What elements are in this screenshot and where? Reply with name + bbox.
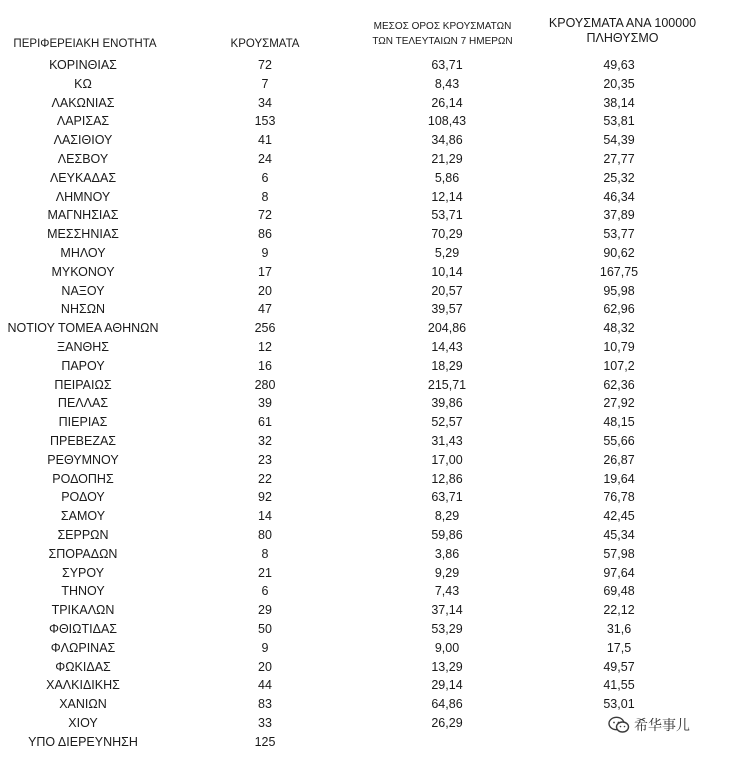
cell-cases: 80 (258, 527, 272, 542)
table-row (0, 263, 729, 282)
cell-seven-day-average: 20,57 (431, 283, 463, 298)
cell-cases: 125 (254, 734, 276, 749)
table-body (0, 56, 729, 751)
cell-seven-day-average: 63,71 (431, 490, 463, 505)
cell-region: ΣΥΡΟΥ (61, 565, 105, 580)
cell-cases: 12 (258, 339, 272, 354)
cell-cases: 8 (261, 189, 269, 204)
cell-cases: 6 (261, 584, 269, 599)
cell-cases-per-100000: 53,81 (603, 114, 635, 129)
cell-cases: 86 (258, 227, 272, 242)
cell-region: ΛΑΡΙΣΑΣ (56, 114, 110, 129)
cell-seven-day-average: 14,43 (431, 339, 463, 354)
cell-seven-day-average: 34,86 (431, 133, 463, 148)
cell-cases: 61 (258, 415, 272, 430)
cell-cases: 256 (254, 321, 276, 336)
cell-cases-per-100000: 69,48 (603, 584, 635, 599)
cell-region: ΚΩ (74, 76, 92, 91)
cell-seven-day-average: 18,29 (431, 358, 463, 373)
cell-cases-per-100000: 53,77 (603, 227, 635, 242)
table-row (0, 564, 729, 583)
cell-cases-per-100000: 26,87 (603, 452, 635, 467)
cell-cases-per-100000: 49,57 (603, 659, 635, 674)
cell-region: ΛΕΣΒΟΥ (57, 151, 109, 166)
table-row (0, 676, 729, 695)
cell-cases: 14 (258, 509, 272, 524)
cell-region: ΛΕΥΚΑΔΑΣ (49, 170, 117, 185)
header-avg-line1: ΜΕΣΟΣ ΟΡΟΣ ΚΡΟΥΣΜΑΤΩΝ (373, 21, 512, 32)
cell-region: ΣΠΟΡΑΔΩΝ (48, 546, 118, 561)
cell-cases: 33 (258, 715, 272, 730)
cell-seven-day-average: 5,86 (434, 170, 460, 185)
header-per-line2: ΠΛΗΘΥΣΜΟ (586, 31, 659, 45)
cell-region: ΠΡΕΒΕΖΑΣ (49, 433, 117, 448)
table-row (0, 582, 729, 601)
cell-seven-day-average: 204,86 (427, 321, 467, 336)
cell-cases: 280 (254, 377, 276, 392)
cell-cases-per-100000: 20,35 (603, 76, 635, 91)
table-row (0, 112, 729, 131)
cell-seven-day-average: 31,43 (431, 433, 463, 448)
cell-cases-per-100000: 31,6 (606, 621, 632, 636)
cell-cases: 16 (258, 358, 272, 373)
cell-cases-per-100000: 10,79 (603, 339, 635, 354)
cell-region: ΚΟΡΙΝΘΙΑΣ (49, 58, 117, 72)
table-row (0, 413, 729, 432)
cell-region: ΠΕΙΡΑΙΩΣ (54, 377, 112, 392)
cell-seven-day-average: 63,71 (431, 58, 463, 72)
table-row (0, 338, 729, 357)
cell-region: ΠΙΕΡΙΑΣ (58, 415, 108, 430)
table-row (0, 488, 729, 507)
cell-cases-per-100000: 22,12 (603, 603, 635, 618)
table-row (0, 601, 729, 620)
cell-cases: 92 (258, 490, 272, 505)
cell-seven-day-average: 17,00 (431, 452, 463, 467)
cell-cases-per-100000: 62,96 (603, 302, 635, 317)
cell-cases-per-100000: 57,98 (603, 546, 635, 561)
cell-cases-per-100000: 76,78 (603, 490, 635, 505)
cell-cases: 41 (258, 133, 272, 148)
cell-seven-day-average: 8,43 (434, 76, 460, 91)
cell-region: ΦΘΙΩΤΙΔΑΣ (48, 621, 118, 636)
table-row (0, 282, 729, 301)
cell-seven-day-average: 59,86 (431, 527, 463, 542)
cell-seven-day-average: 13,29 (431, 659, 463, 674)
cell-region: ΠΕΛΛΑΣ (57, 396, 109, 411)
cell-seven-day-average: 7,43 (434, 584, 460, 599)
cell-seven-day-average: 3,86 (434, 546, 460, 561)
header-cases: ΚΡΟΥΣΜΑΤΑ (230, 38, 300, 50)
cell-seven-day-average: 53,29 (431, 621, 463, 636)
cell-seven-day-average: 10,14 (431, 264, 463, 279)
table-row (0, 507, 729, 526)
table-row (0, 75, 729, 94)
header-region: ΠΕΡΙΦΕΡΕΙΑΚΗ ΕΝΟΤΗΤΑ (13, 38, 157, 50)
cell-region: ΛΑΣΙΘΙΟΥ (53, 133, 113, 148)
cell-cases: 22 (258, 471, 272, 486)
cell-seven-day-average: 37,14 (431, 603, 463, 618)
header-avg-line2: ΤΩΝ ΤΕΛΕΥΤΑΙΩΝ 7 ΗΜΕΡΩΝ (372, 36, 513, 47)
cell-region: ΛΗΜΝΟΥ (55, 189, 111, 204)
cell-cases: 50 (258, 621, 272, 636)
cell-cases-per-100000: 27,92 (603, 396, 635, 411)
cell-seven-day-average: 12,14 (431, 189, 463, 204)
cell-seven-day-average: 39,57 (431, 302, 463, 317)
cell-region: ΡΟΔΟΥ (61, 490, 105, 505)
cell-seven-day-average: 108,43 (427, 114, 467, 129)
cell-seven-day-average: 39,86 (431, 396, 463, 411)
table-row (0, 526, 729, 545)
table-row (0, 244, 729, 263)
cell-cases-per-100000: 53,01 (603, 697, 635, 712)
cell-cases: 9 (261, 640, 269, 655)
table-row (0, 658, 729, 677)
cell-cases-per-100000: 37,89 (603, 208, 635, 223)
cell-cases-per-100000: 55,66 (603, 433, 635, 448)
cell-region: ΣΑΜΟΥ (60, 509, 106, 524)
cell-cases: 20 (258, 659, 272, 674)
cell-region: ΦΩΚΙΔΑΣ (55, 659, 111, 674)
cell-cases: 8 (261, 546, 269, 561)
cell-cases-per-100000: 38,14 (603, 95, 635, 110)
cell-region: ΣΕΡΡΩΝ (57, 527, 109, 542)
cell-cases: 17 (258, 264, 272, 279)
cell-seven-day-average: 53,71 (431, 208, 463, 223)
cell-seven-day-average: 21,29 (431, 151, 463, 166)
table-row (0, 188, 729, 207)
cell-seven-day-average: 5,29 (434, 245, 460, 260)
cell-seven-day-average: 26,29 (431, 715, 463, 730)
cell-cases-per-100000: 19,64 (603, 471, 635, 486)
cell-cases: 7 (261, 76, 269, 91)
cell-cases-per-100000: 41,55 (603, 678, 635, 693)
cell-region: ΤΡΙΚΑΛΩΝ (51, 603, 115, 618)
header-seven-day-average (355, 19, 530, 49)
table-header (0, 0, 729, 58)
cell-seven-day-average: 9,00 (434, 640, 460, 655)
cell-region: ΧΑΝΙΩΝ (59, 697, 107, 712)
cell-cases: 47 (258, 302, 272, 317)
table-row (0, 394, 729, 413)
cell-region: ΡΟΔΟΠΗΣ (52, 471, 114, 486)
cell-cases-per-100000: 95,98 (603, 283, 635, 298)
cell-seven-day-average: 64,86 (431, 697, 463, 712)
cell-cases: 44 (258, 678, 272, 693)
table-row (0, 206, 729, 225)
cell-region: ΞΑΝΘΗΣ (57, 339, 109, 354)
cell-seven-day-average: 70,29 (431, 227, 463, 242)
table-row (0, 620, 729, 639)
table-row (0, 225, 729, 244)
wechat-icon (608, 716, 630, 734)
cell-cases-per-100000: 48,32 (603, 321, 635, 336)
cell-seven-day-average: 26,14 (431, 95, 463, 110)
cell-cases: 21 (258, 565, 272, 580)
cell-cases-per-100000: 27,77 (603, 151, 635, 166)
cell-seven-day-average: 52,57 (431, 415, 463, 430)
cell-region: ΦΛΩΡΙΝΑΣ (50, 640, 116, 655)
cell-region: ΤΗΝΟΥ (61, 584, 105, 599)
cell-region: ΧΙΟΥ (68, 715, 98, 730)
cell-cases-per-100000: 49,63 (603, 58, 635, 72)
table-row (0, 150, 729, 169)
table-row (0, 451, 729, 470)
cell-region: ΜΗΛΟΥ (60, 245, 106, 260)
cell-cases-per-100000: 107,2 (603, 358, 635, 373)
cell-cases: 72 (258, 208, 272, 223)
cell-cases: 20 (258, 283, 272, 298)
table-row (0, 470, 729, 489)
cell-seven-day-average: 215,71 (427, 377, 467, 392)
cell-cases: 24 (258, 151, 272, 166)
cell-cases-per-100000: 62,36 (603, 377, 635, 392)
cell-cases-per-100000: 97,64 (603, 565, 635, 580)
cell-region: ΛΑΚΩΝΙΑΣ (51, 95, 115, 110)
cell-cases: 39 (258, 396, 272, 411)
cell-cases: 9 (261, 245, 269, 260)
cell-cases: 6 (261, 170, 269, 185)
cell-cases-per-100000: 48,15 (603, 415, 635, 430)
table-row (0, 639, 729, 658)
table-row (0, 545, 729, 564)
cell-seven-day-average: 9,29 (434, 565, 460, 580)
cell-region: ΧΑΛΚΙΔΙΚΗΣ (46, 678, 120, 693)
cell-region: ΥΠΟ ΔΙΕΡΕΥΝΗΣΗ (28, 734, 138, 749)
table-row (0, 94, 729, 113)
watermark (604, 713, 694, 737)
cell-seven-day-average: 8,29 (434, 509, 460, 524)
cell-region: ΝΑΞΟΥ (61, 283, 105, 298)
table-row (0, 300, 729, 319)
cell-region: ΝΟΤΙΟΥ ΤΟΜΕΑ ΑΘΗΝΩΝ (7, 321, 159, 336)
cell-cases: 153 (254, 114, 276, 129)
table-row (0, 56, 729, 75)
cell-cases-per-100000: 54,39 (603, 133, 635, 148)
cell-cases: 23 (258, 452, 272, 467)
cell-region: ΜΑΓΝΗΣΙΑΣ (47, 208, 119, 223)
table-row (0, 319, 729, 338)
cell-region: ΠΑΡΟΥ (61, 358, 105, 373)
cell-cases-per-100000: 167,75 (599, 264, 639, 279)
cell-cases-per-100000: 17,5 (606, 640, 632, 655)
cell-region: ΜΥΚΟΝΟΥ (51, 264, 115, 279)
header-per-line1: ΚΡΟΥΣΜΑΤΑ ΑΝΑ 100000 (548, 16, 697, 30)
table-row (0, 376, 729, 395)
cell-cases: 83 (258, 697, 272, 712)
cell-region: ΜΕΣΣΗΝΙΑΣ (47, 227, 119, 242)
cell-cases-per-100000: 90,62 (603, 245, 635, 260)
cell-cases: 32 (258, 433, 272, 448)
table-row (0, 432, 729, 451)
table-row (0, 169, 729, 188)
table-row (0, 131, 729, 150)
cell-seven-day-average: 29,14 (431, 678, 463, 693)
table-row (0, 695, 729, 714)
cell-cases-per-100000: 25,32 (603, 170, 635, 185)
cell-region: ΡΕΘΥΜΝΟΥ (47, 452, 119, 467)
header-cases-per-100000 (535, 16, 710, 46)
cell-region: ΝΗΣΩΝ (60, 302, 106, 317)
cell-cases: 29 (258, 603, 272, 618)
table-row (0, 357, 729, 376)
cell-seven-day-average: 12,86 (431, 471, 463, 486)
watermark-text: 希华事儿 (634, 717, 690, 733)
cell-cases-per-100000: 42,45 (603, 509, 635, 524)
cell-cases: 34 (258, 95, 272, 110)
cell-cases: 72 (258, 58, 272, 72)
cell-cases-per-100000: 45,34 (603, 527, 635, 542)
cell-cases-per-100000: 46,34 (603, 189, 635, 204)
